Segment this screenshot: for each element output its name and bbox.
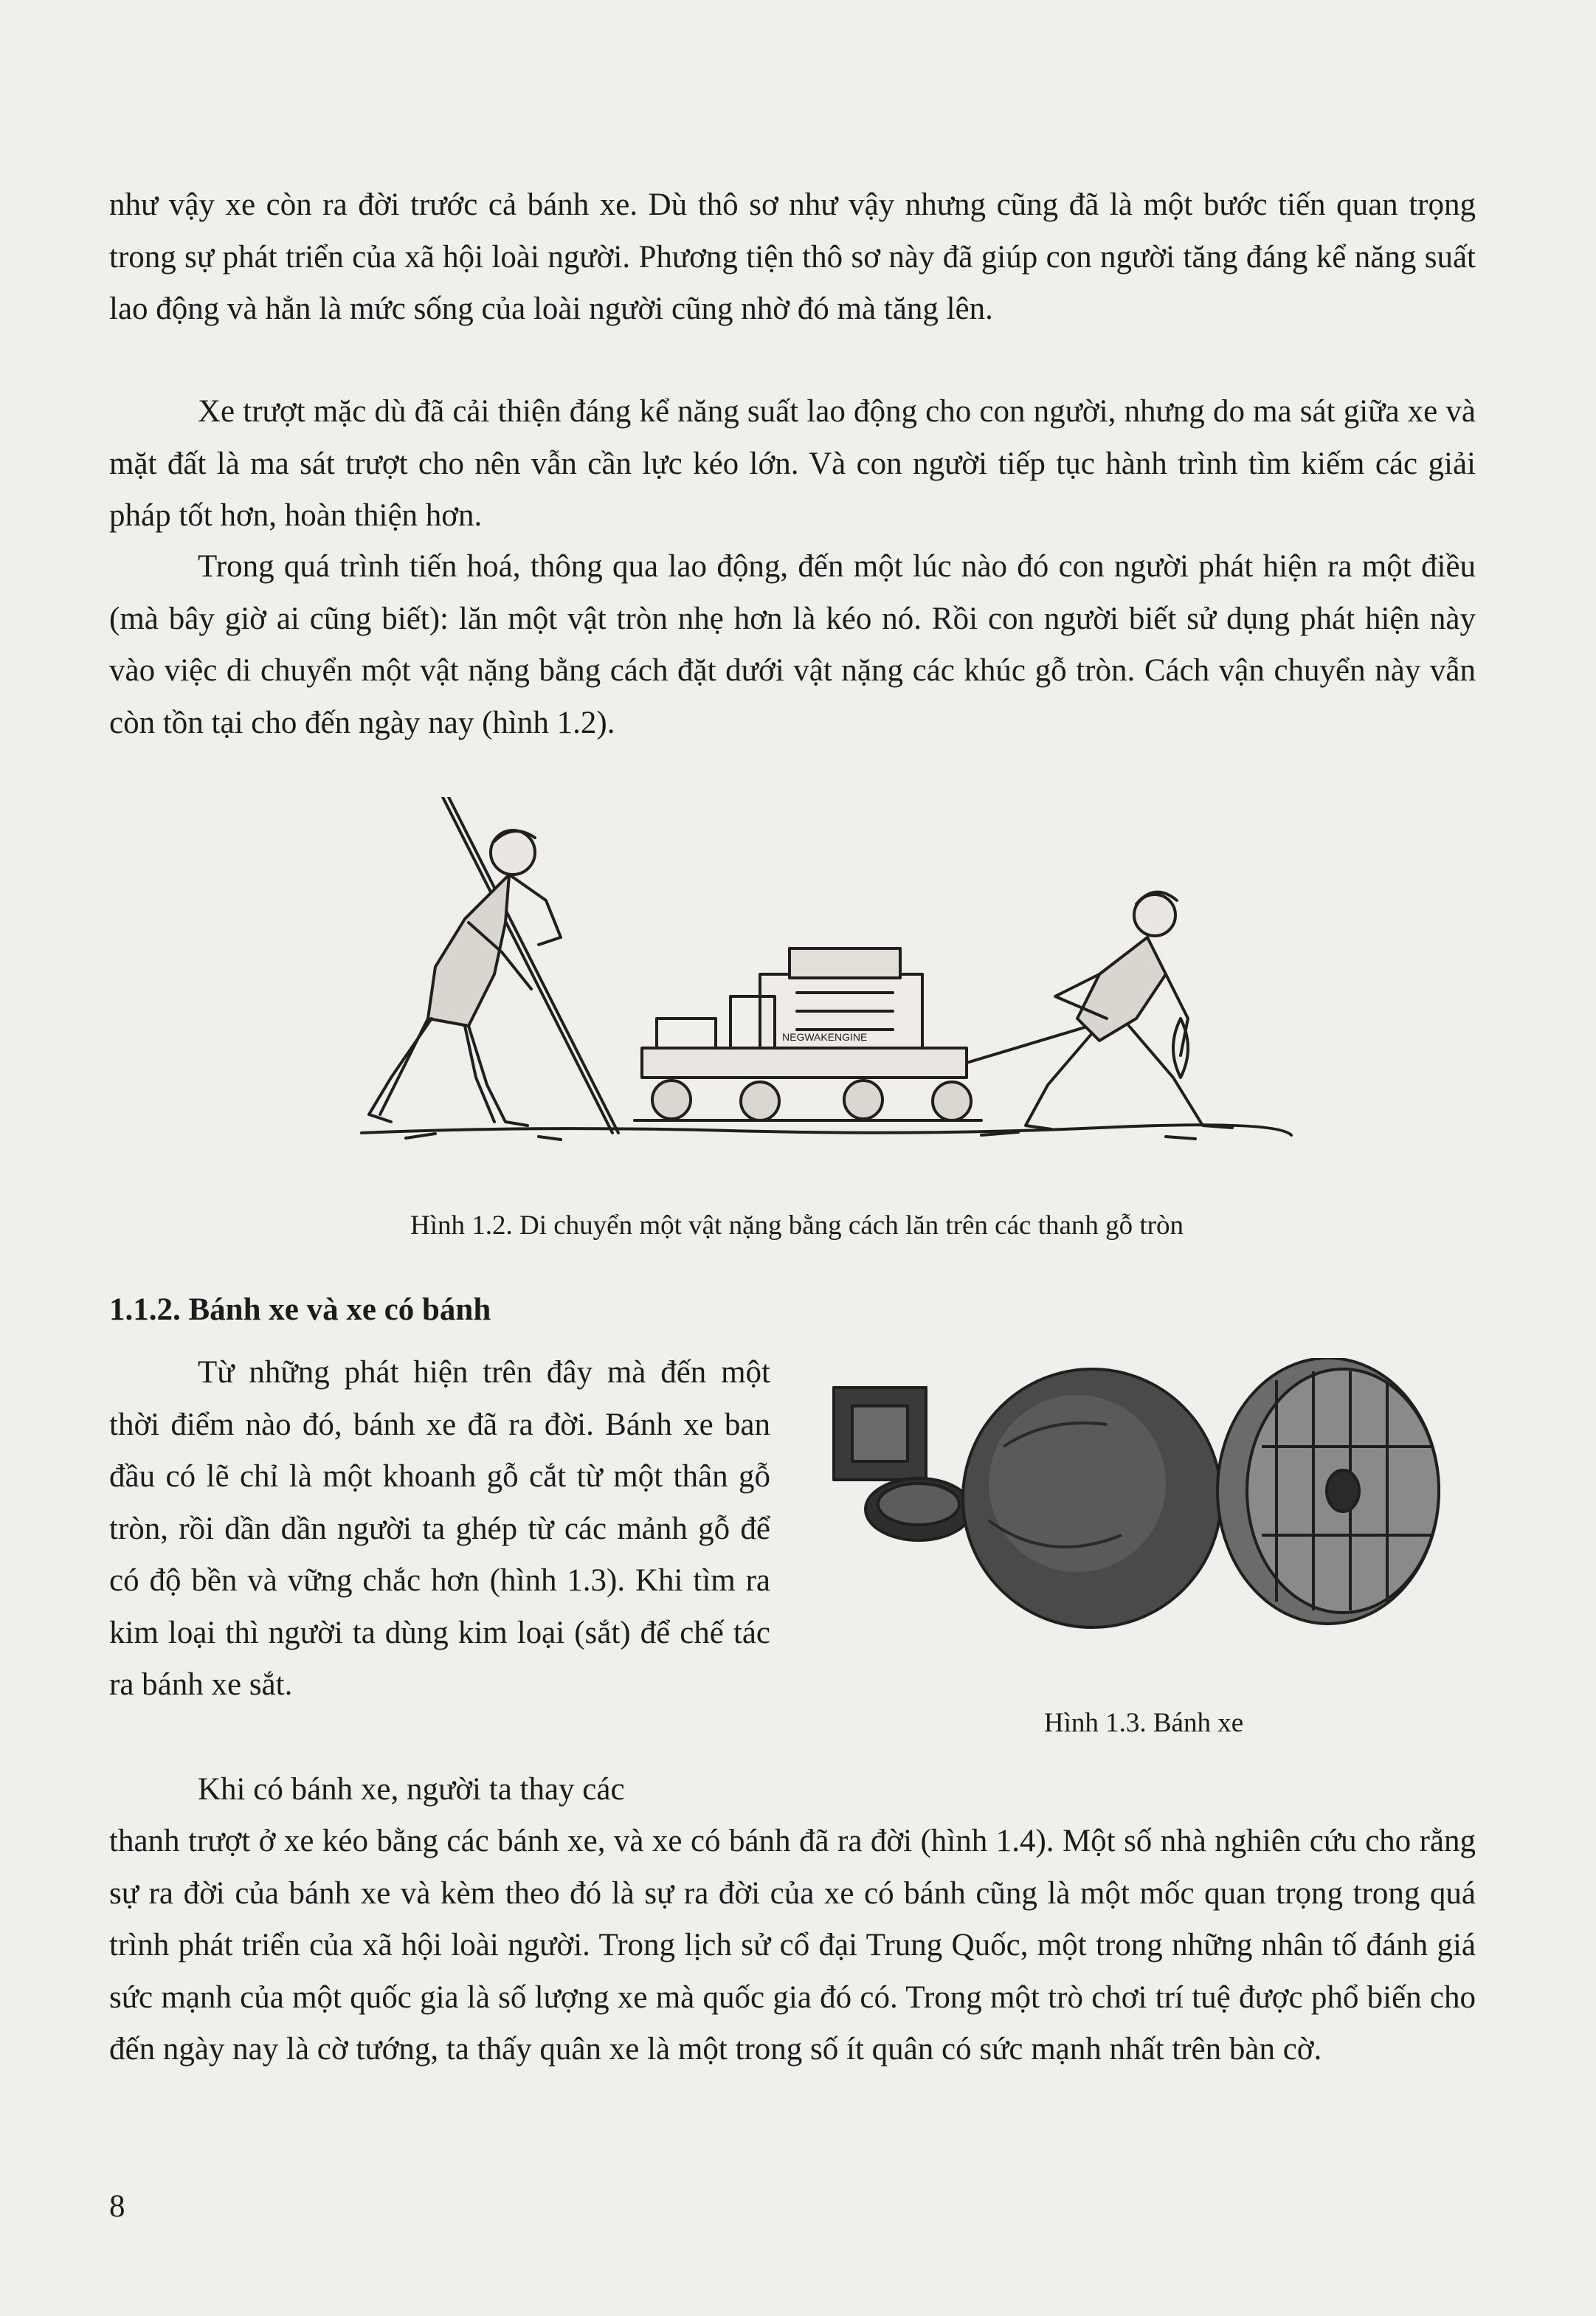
- paragraph-continuation: như vậy xe còn ra đời trước cả bánh xe. Dù thô sơ như vậy nhưng cũng đã là một bước tiến quan trọng trong sự phát triển của xã hội loài người. Phương tiện thô sơ này đã giúp con người tăng đáng kể năng suất lao động và hẳn là mức sống của loài người cũng nhờ đó mà tăng lên.: [109, 187, 1476, 326]
- figure-rolling-logs-illustration: [317, 797, 1306, 1166]
- wheels-drawing: [826, 1358, 1446, 1698]
- page-number: 8: [109, 2189, 125, 2224]
- rolling-logs-drawing: [317, 797, 1306, 1166]
- paragraph-wheel-origin: Từ những phát hiện trên đây mà đến một thời điểm nào đó, bánh xe đã ra đời. Bánh xe ban đầu có lẽ chỉ là một khoanh gỗ cắt từ một thân gỗ tròn, rồi dần dần người ta ghép từ các mảnh gỗ để có độ bền và vững chắc hơn (hình 1.3). Khi tìm ra kim loại thì người ta dùng kim loại (sắt) để chế tác ra bánh xe sắt.: [109, 1355, 770, 1702]
- figure-wheels-illustration: [826, 1358, 1446, 1698]
- figure-1-2-caption: Hình 1.2. Di chuyển một vật nặng bằng cách lăn trên các thanh gỗ tròn: [410, 1210, 1184, 1241]
- paragraph-wheeled-cart-start: Khi có bánh xe, người ta thay các: [198, 1772, 625, 1807]
- section-heading: 1.1.2. Bánh xe và xe có bánh: [109, 1292, 491, 1327]
- paragraph-wheeled-cart: thanh trượt ở xe kéo bằng các bánh xe, và xe có bánh đã ra đời (hình 1.4). Một số nhà nghiên cứu cho rằng sự ra đời của bánh xe và kèm theo đó là sự ra đời của xe có bánh cũng là một mốc quan trọng trong quá trình phát triển của xã hội loài người. Trong lịch sử cổ đại Trung Quốc, một trong những nhân tố đánh giá sức mạnh của một quốc gia là số lượng xe mà quốc gia đó có. Trong một trò chơi trí tuệ được phổ biến cho đến ngày nay là cờ tướng, ta thấy quân xe là một trong số ít quân có sức mạnh nhất trên bàn cờ.: [109, 1824, 1476, 2067]
- paragraph-sliding-cart: Xe trượt mặc dù đã cải thiện đáng kể năng suất lao động cho con người, nhưng do ma sát giữa xe và mặt đất là ma sát trượt cho nên vẫn cần lực kéo lớn. Và con người tiếp tục hành trình tìm kiếm các giải pháp tốt hơn, hoàn thiện hơn.: [109, 394, 1476, 533]
- engine-label: NEGWAKENGINE: [782, 1031, 868, 1043]
- paragraph-rolling-discovery: Trong quá trình tiến hoá, thông qua lao động, đến một lúc nào đó con người phát hiện ra một điều (mà bây giờ ai cũng biết): lăn một vật tròn nhẹ hơn là kéo nó. Rồi con người biết sử dụng phát hiện này vào việc di chuyển một vật nặng bằng cách đặt dưới vật nặng các khúc gỗ tròn. Cách vận chuyển này vẫn còn tồn tại cho đến ngày nay (hình 1.2).: [109, 549, 1476, 740]
- figure-1-3-caption: Hình 1.3. Bánh xe: [1043, 1708, 1244, 1738]
